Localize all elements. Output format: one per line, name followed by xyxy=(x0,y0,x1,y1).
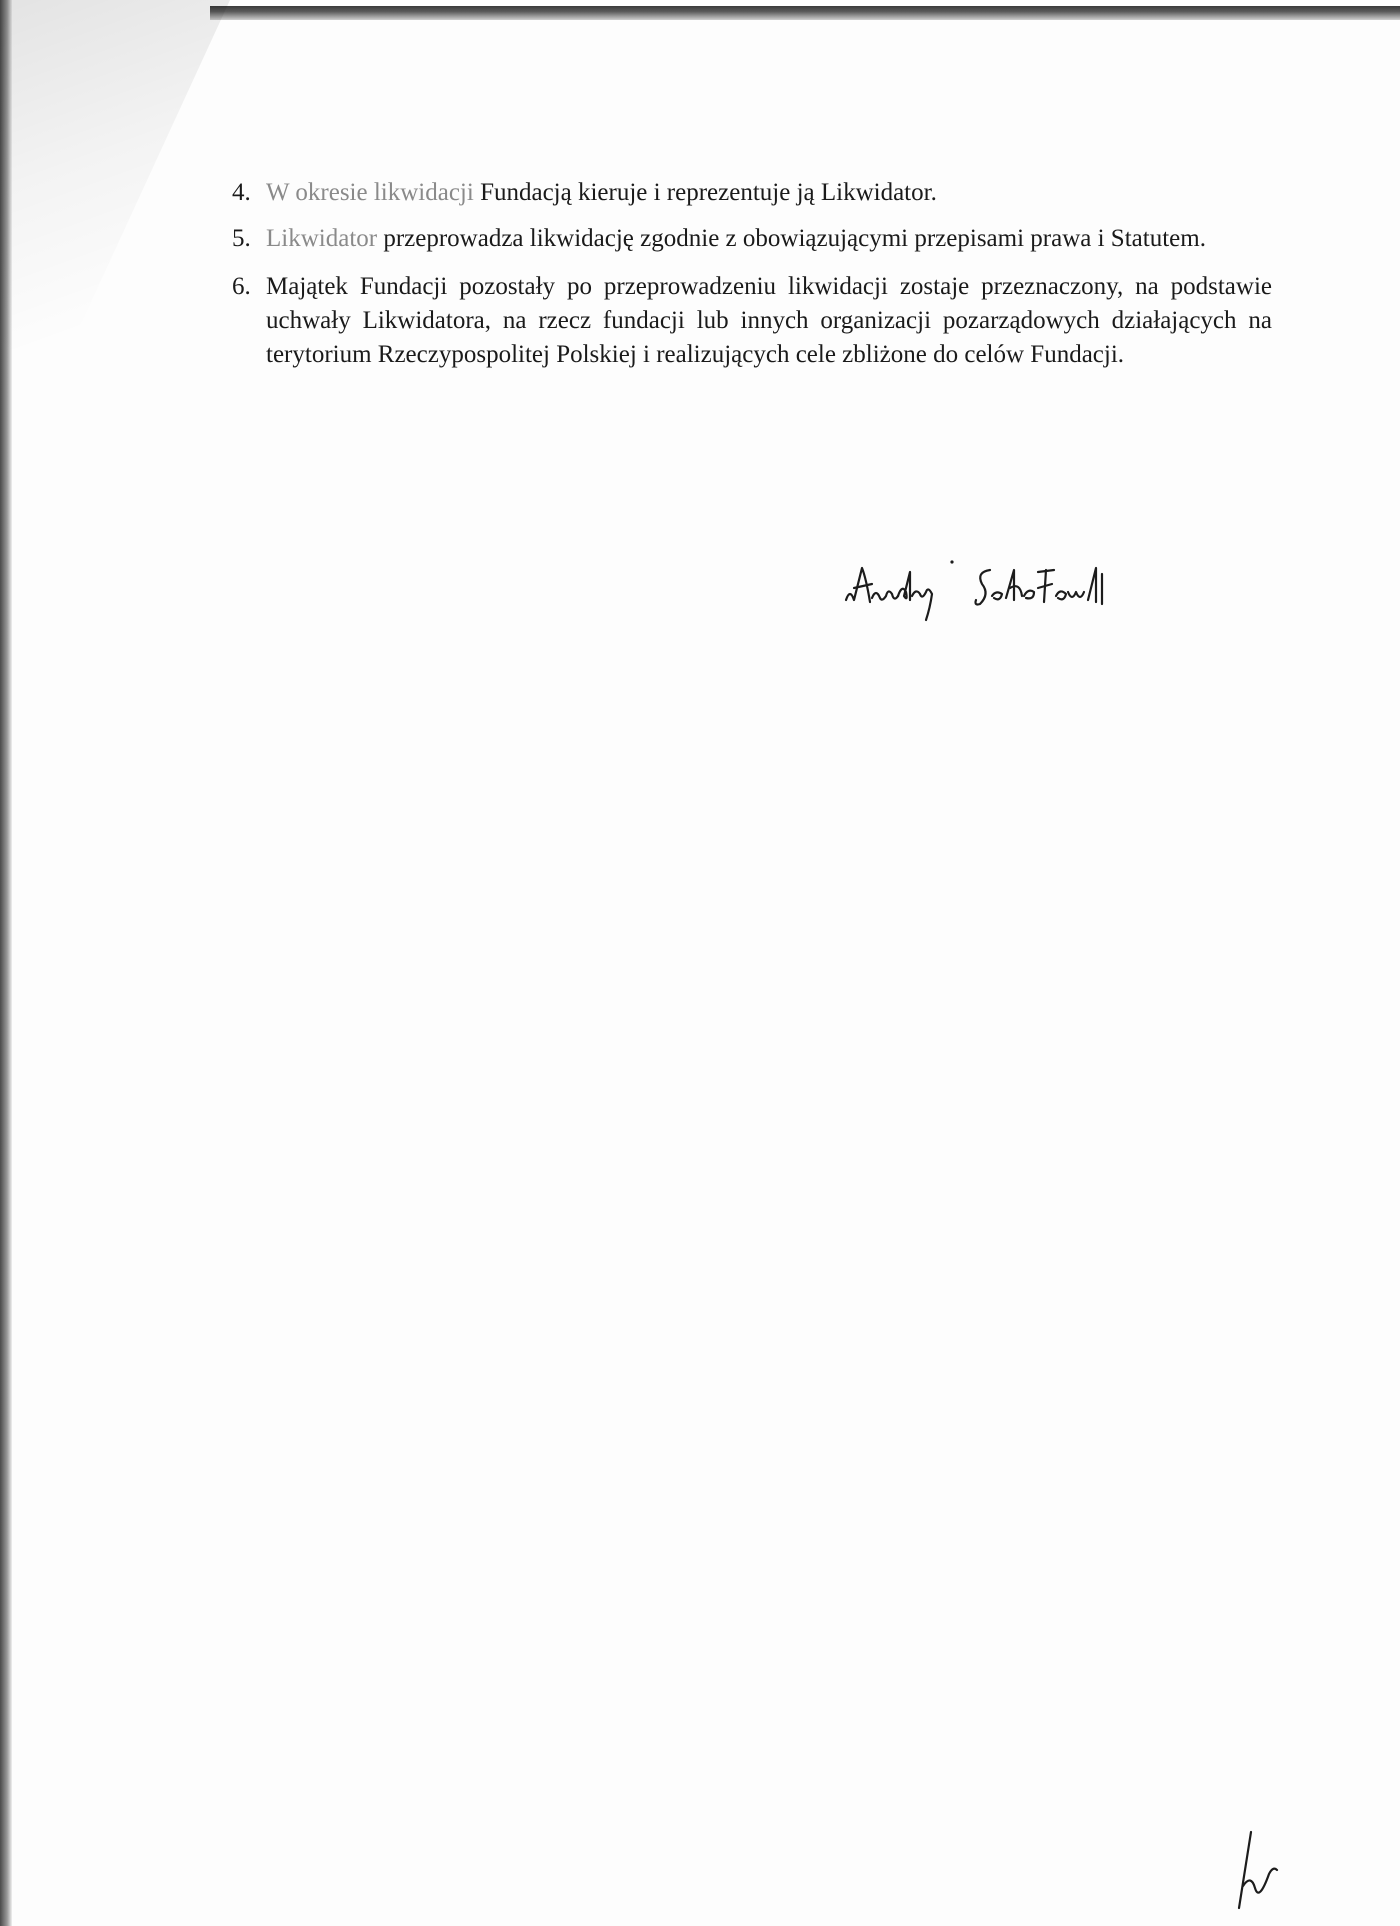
clause-faded-text: W okresie likwidacji xyxy=(266,179,474,206)
handwritten-initials xyxy=(1225,1826,1285,1916)
clause-4 xyxy=(232,176,1272,210)
clause-number: 5. xyxy=(232,225,251,252)
clause-number: 4. xyxy=(232,179,251,206)
clause-text xyxy=(266,222,1272,256)
scan-top-edge xyxy=(210,6,1400,20)
clause-number: 6. xyxy=(232,273,251,300)
clause-main-text: przeprowadza likwidację zgodnie z obowiązującymi przepisami prawa i Statutem. xyxy=(377,225,1206,252)
clause-6 xyxy=(232,270,1272,372)
clause-faded-text: Likwidator xyxy=(266,225,378,252)
clause-text xyxy=(266,176,1272,210)
clause-main-text: Fundacją kieruje i reprezentuje ją Likwidator. xyxy=(473,179,937,206)
clause-main-text: Majątek Fundacji pozostały po przeprowadzeniu likwidacji zostaje przeznaczony, na podstawie uchwały Likwidatora, na rzecz fundacji lub innych organizacji pozarządowych działających na terytorium Rzeczypospolitej Polskiej i realizujących cele zbliżone do celów Fundacji. xyxy=(266,273,1272,368)
statute-text xyxy=(232,176,1272,384)
handwritten-signature xyxy=(840,548,1140,628)
scan-fold-shadow xyxy=(0,0,230,400)
clause-5 xyxy=(232,222,1272,256)
clause-text xyxy=(266,270,1272,372)
